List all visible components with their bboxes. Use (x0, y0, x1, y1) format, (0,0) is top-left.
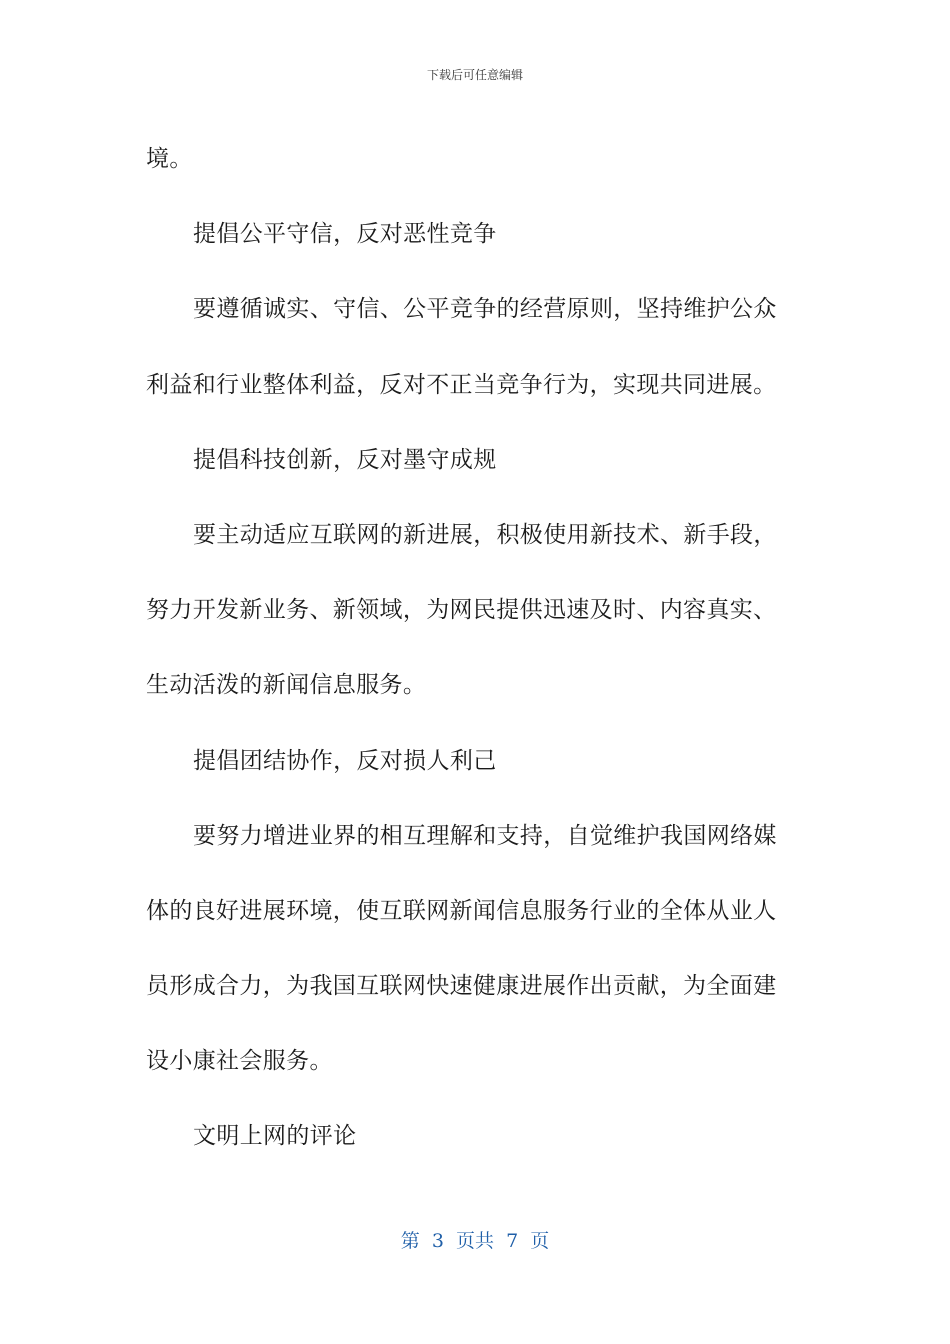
body-line: 努力开发新业务、新领域，为网民提供迅速及时、内容真实、 (146, 597, 777, 624)
paragraph-first-line: 要遵循诚实、守信、公平竞争的经营原则，坚持维护公众 (193, 296, 777, 323)
body-line: 员形成合力，为我国互联网快速健康进展作出贡献，为全面建 (146, 973, 777, 1000)
section-heading: 文明上网的评论 (193, 1123, 357, 1150)
body-line: 利益和行业整体利益，反对不正当竞争行为，实现共同进展。 (146, 371, 777, 398)
section-heading: 提倡团结协作，反对损人利己 (193, 747, 497, 774)
page-number-footer: 第 3 页共 7 页 (400, 1230, 550, 1252)
body-line: 境。 (146, 146, 193, 172)
section-heading: 提倡科技创新，反对墨守成规 (193, 446, 497, 473)
body-line: 体的良好进展环境，使互联网新闻信息服务行业的全体从业人 (146, 897, 777, 924)
body-line: 生动活泼的新闻信息服务。 (146, 672, 427, 699)
document-body (146, 122, 796, 1175)
page-header-note: 下载后可任意编辑 (426, 68, 523, 82)
paragraph-first-line: 要主动适应互联网的新进展，积极使用新技术、新手段， (193, 521, 777, 548)
section-heading: 提倡公平守信，反对恶性竞争 (193, 221, 497, 248)
paragraph-first-line: 要努力增进业界的相互理解和支持，自觉维护我国网络媒 (193, 822, 777, 849)
body-line: 设小康社会服务。 (146, 1048, 333, 1075)
